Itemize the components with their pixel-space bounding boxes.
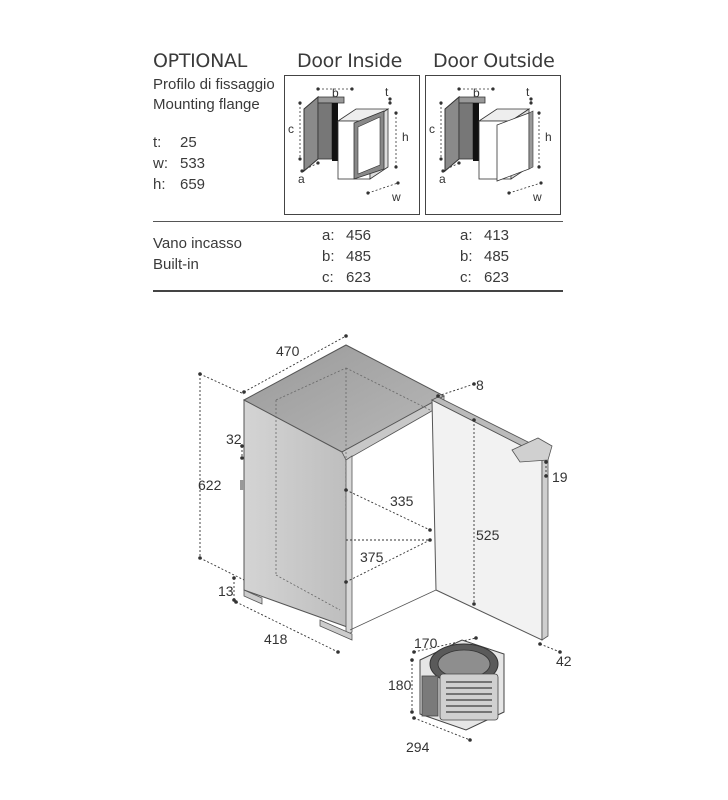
dim-letter-w: w xyxy=(392,190,401,204)
dim-label: 170 xyxy=(414,635,438,651)
dim-letter-c: c xyxy=(288,122,294,136)
dim-label: 335 xyxy=(390,493,414,509)
dim-letter-h: h xyxy=(545,130,552,144)
builtin-value: 456 xyxy=(346,227,372,244)
dim-label: 525 xyxy=(476,527,500,543)
builtin-label-italian: Vano incasso xyxy=(153,235,242,252)
param-value: 533 xyxy=(180,155,206,172)
fridge-front-frame xyxy=(346,456,352,636)
dim-letter-w: w xyxy=(533,190,542,204)
param-key: w: xyxy=(153,155,168,172)
dim-label: 375 xyxy=(360,549,384,565)
dim-label: 32 xyxy=(226,431,242,447)
builtin-label-english: Built-in xyxy=(153,256,199,273)
builtin-value: 485 xyxy=(346,248,372,265)
dim-letter-h: h xyxy=(402,130,409,144)
dim-label: 13 xyxy=(218,583,234,599)
builtin-value: 485 xyxy=(484,248,510,265)
dim-letter-t: t xyxy=(385,85,389,99)
builtin-key: a: xyxy=(460,227,473,244)
builtin-key: a: xyxy=(322,227,335,244)
dim-letter-c: c xyxy=(429,122,435,136)
compressor-side xyxy=(422,676,438,716)
builtin-key: c: xyxy=(322,269,334,286)
optional-title: OPTIONAL xyxy=(153,50,247,72)
hinge-mark xyxy=(240,480,244,490)
dim-letter-b: b xyxy=(473,86,480,100)
door-edge xyxy=(542,452,548,640)
param-value: 25 xyxy=(180,134,197,151)
dim-label: 470 xyxy=(276,343,300,359)
door-inside-title: Door Inside xyxy=(297,50,403,72)
dim-letter-a: a xyxy=(298,172,305,186)
dim-label: 8 xyxy=(476,377,484,393)
fridge-open-door xyxy=(432,400,542,640)
door-outside-title: Door Outside xyxy=(433,50,555,72)
builtin-key: c: xyxy=(460,269,472,286)
compressor-unit xyxy=(420,640,504,730)
builtin-value: 623 xyxy=(346,269,372,286)
param-key: h: xyxy=(153,176,166,193)
flange-label-english: Mounting flange xyxy=(153,96,260,113)
dim-label: 622 xyxy=(198,477,222,493)
dim-label: 42 xyxy=(556,653,572,669)
param-value: 659 xyxy=(180,176,206,193)
builtin-value: 623 xyxy=(484,269,510,286)
dim-letter-t: t xyxy=(526,85,530,99)
dim-label: 294 xyxy=(406,739,430,755)
builtin-key: b: xyxy=(460,248,473,265)
fridge-bottom-edge xyxy=(350,590,436,630)
flange-label-italian: Profilo di fissaggio xyxy=(153,76,275,93)
dim-label: 19 xyxy=(552,469,568,485)
compressor-grille xyxy=(440,674,498,720)
dim-letter-a: a xyxy=(439,172,446,186)
builtin-key: b: xyxy=(322,248,335,265)
dim-label: 180 xyxy=(388,677,412,693)
param-key: t: xyxy=(153,134,162,151)
dim-letter-b: b xyxy=(332,86,339,100)
dim-label: 418 xyxy=(264,631,288,647)
builtin-value: 413 xyxy=(484,227,510,244)
